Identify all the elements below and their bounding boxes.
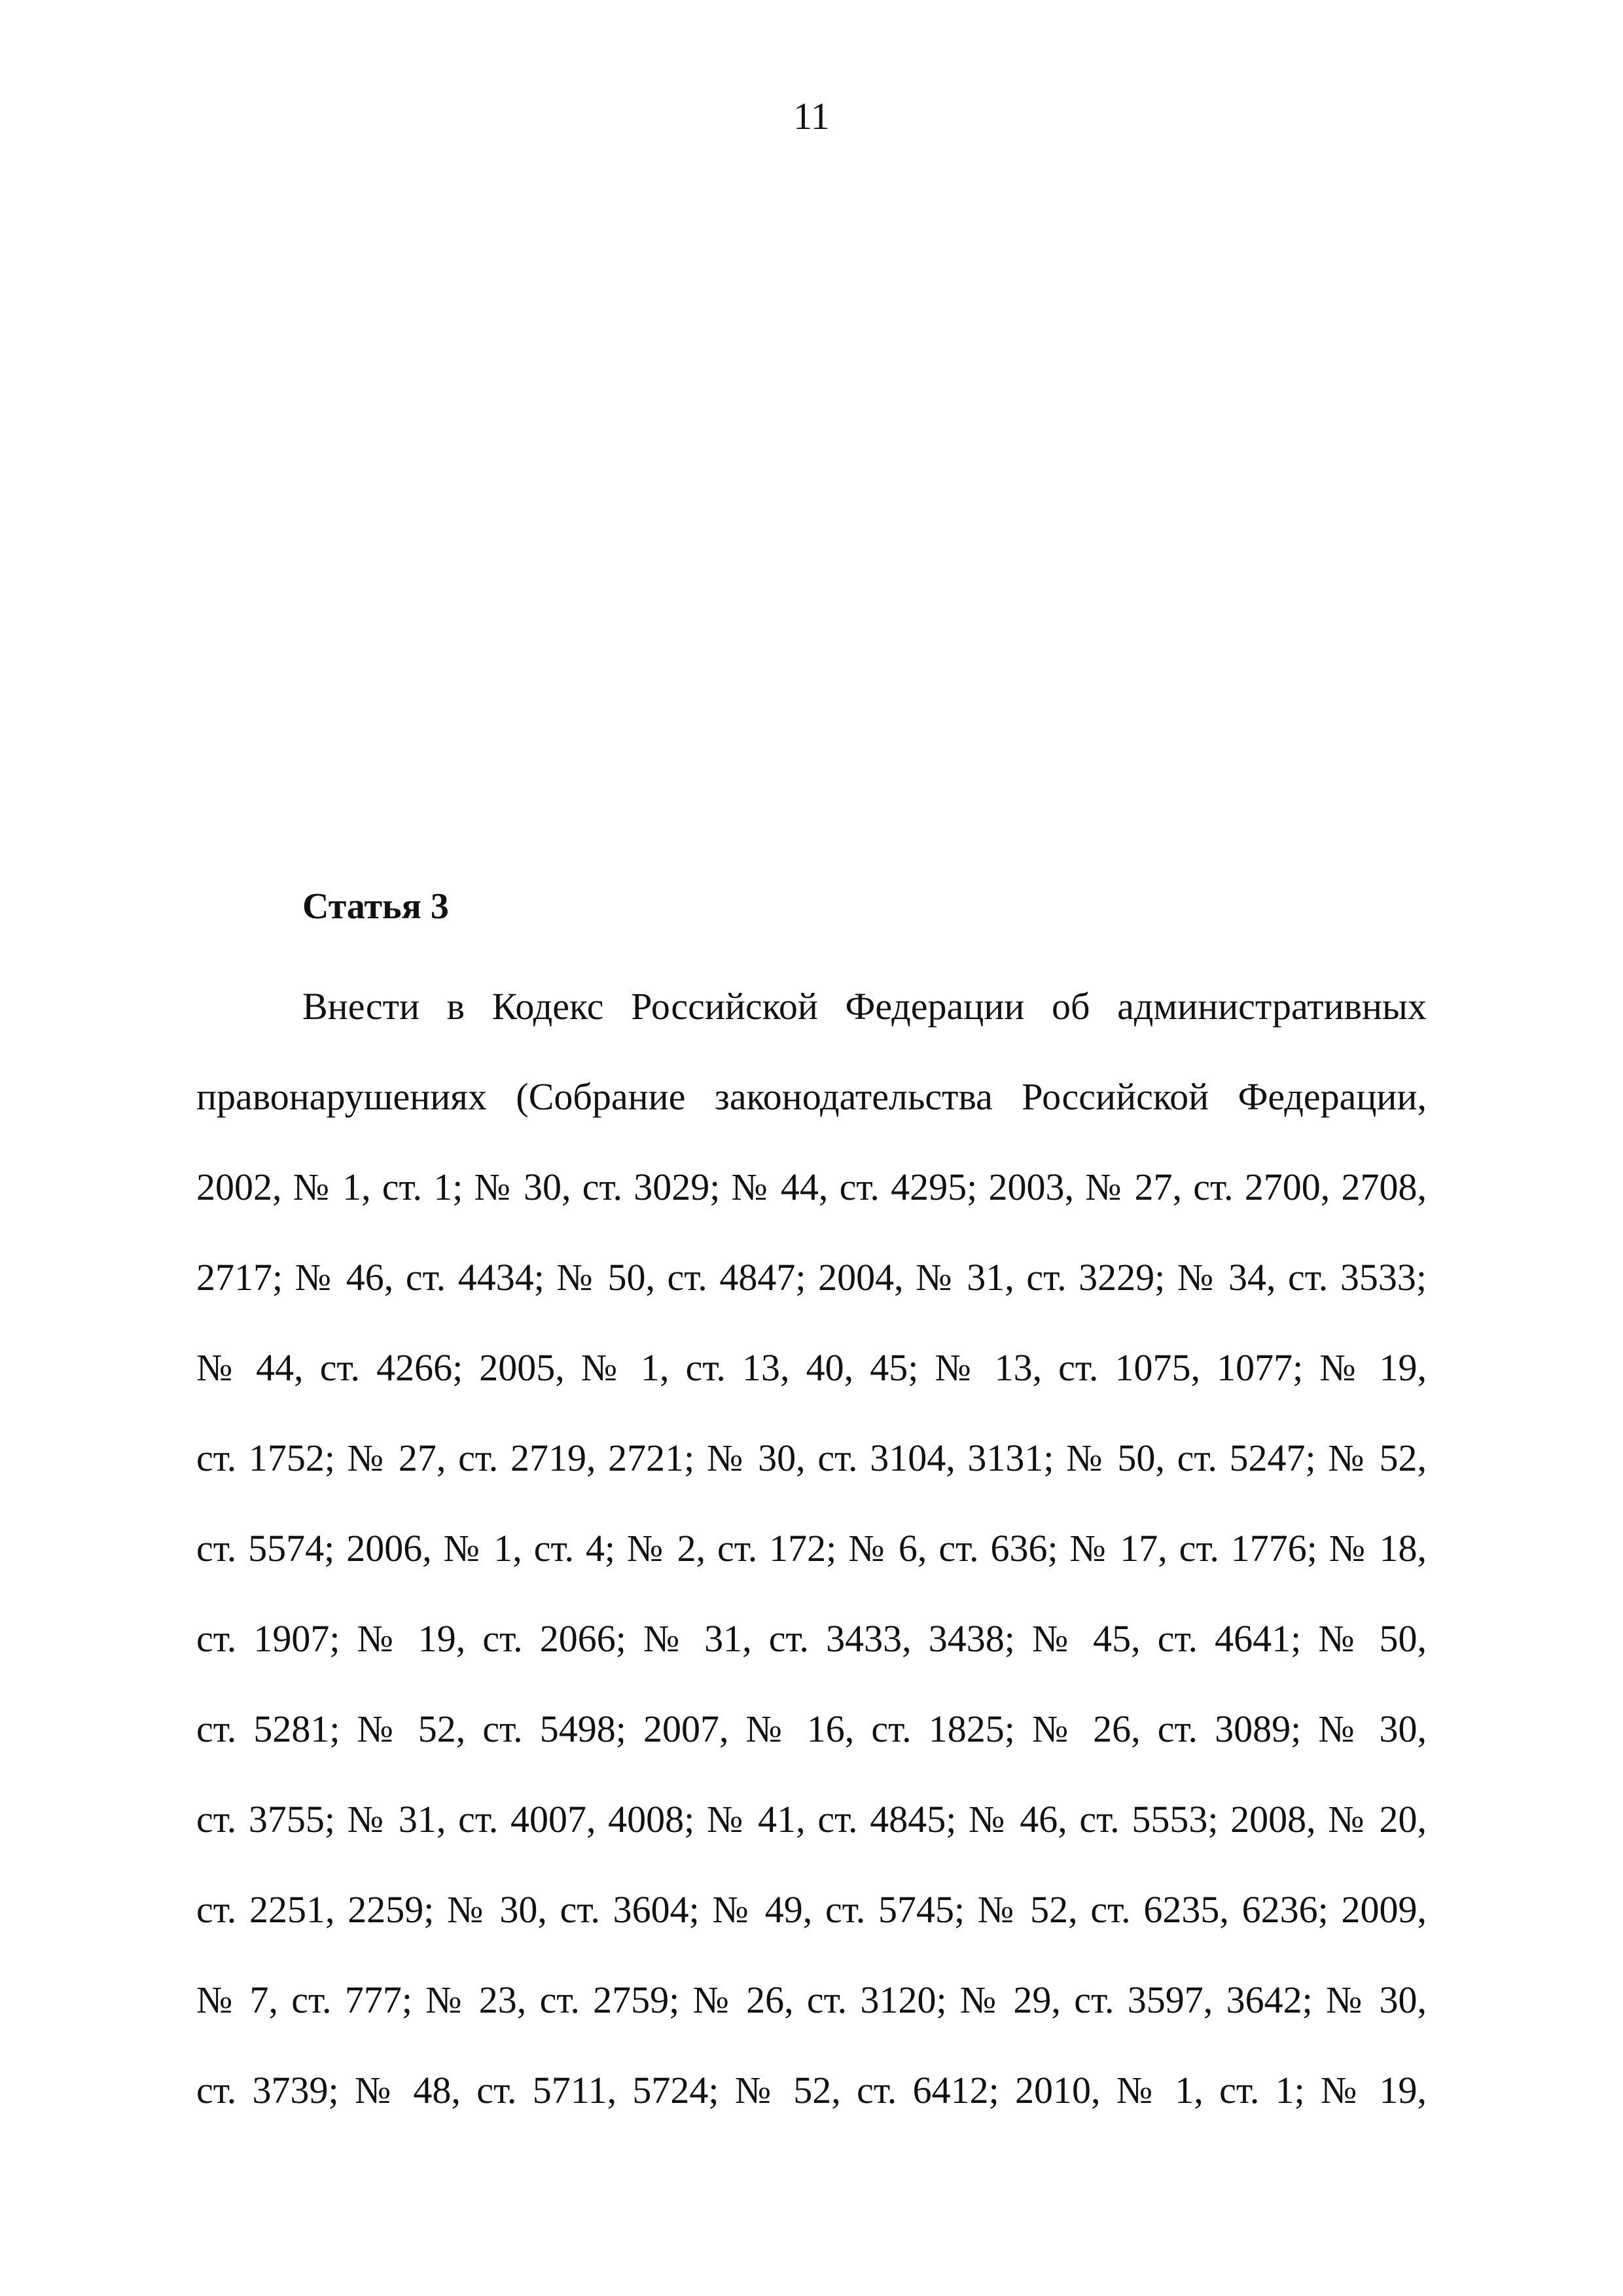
text-line: ст. 3739; № 48, ст. 5711, 5724; № 52, ст. 6412; 2010, № 1, ст. 1; № 19, (196, 2069, 1427, 2111)
article-body (196, 980, 1427, 2155)
text-line: № 44, ст. 4266; 2005, № 1, ст. 13, 40, 45; № 13, ст. 1075, 1077; № 19, (196, 1346, 1427, 1389)
article-heading: Статья 3 (302, 886, 449, 927)
text-line: № 7, ст. 777; № 23, ст. 2759; № 26, ст. 3120; № 29, ст. 3597, 3642; № 30, (196, 1979, 1427, 2021)
text-line: ст. 5574; 2006, № 1, ст. 4; № 2, ст. 172; № 6, ст. 636; № 17, ст. 1776; № 18, (196, 1527, 1427, 1570)
page-number: 11 (793, 95, 830, 137)
text-line: Внести в Кодекс Российской Федерации об административных (302, 985, 1427, 1028)
text-line: 2002, № 1, ст. 1; № 30, ст. 3029; № 44, ст. 4295; 2003, № 27, ст. 2700, 2708, (196, 1166, 1427, 1208)
text-line: ст. 1907; № 19, ст. 2066; № 31, ст. 3433, 3438; № 45, ст. 4641; № 50, (196, 1617, 1427, 1660)
text-line: 2717; № 46, ст. 4434; № 50, ст. 4847; 2004, № 31, ст. 3229; № 34, ст. 3533; (196, 1256, 1427, 1299)
text-line: ст. 2251, 2259; № 30, ст. 3604; № 49, ст. 5745; № 52, ст. 6235, 6236; 2009, (196, 1888, 1427, 1931)
text-line: ст. 1752; № 27, ст. 2719, 2721; № 30, ст. 3104, 3131; № 50, ст. 5247; № 52, (196, 1437, 1427, 1479)
text-line: ст. 5281; № 52, ст. 5498; 2007, № 16, ст. 1825; № 26, ст. 3089; № 30, (196, 1708, 1427, 1750)
text-line: ст. 3755; № 31, ст. 4007, 4008; № 41, ст. 4845; № 46, ст. 5553; 2008, № 20, (196, 1798, 1427, 1840)
text-line: правонарушениях (Собрание законодательства Российской Федерации, (196, 1075, 1427, 1118)
